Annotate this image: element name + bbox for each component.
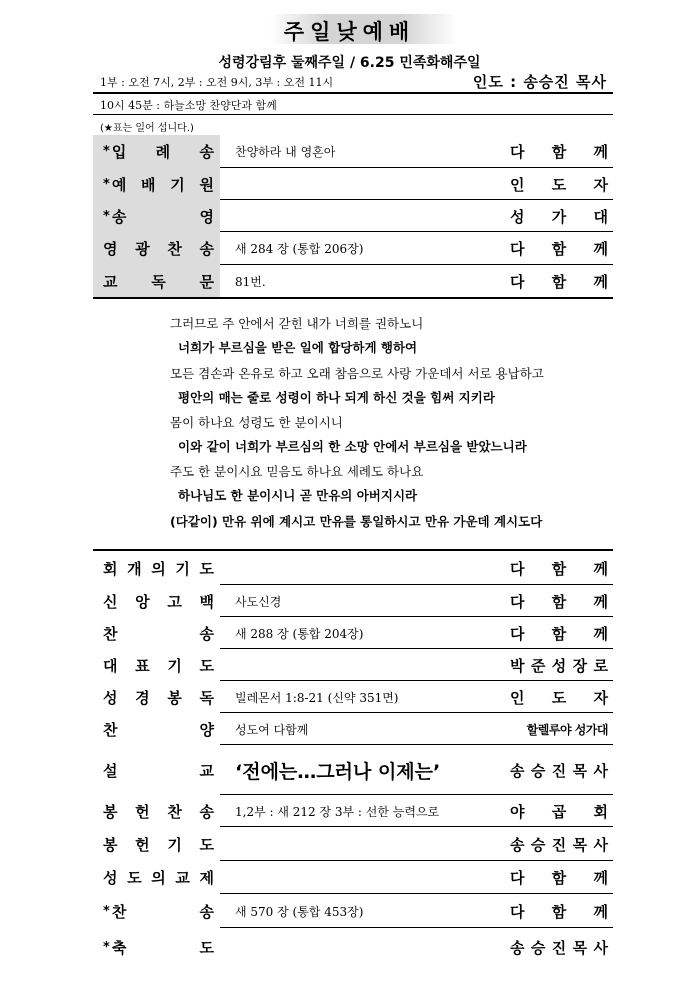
worship-row xyxy=(93,265,613,297)
reading-line: (다같이) 만유 위에 계시고 만유를 통일하시고 만유 가운데 계시도다 xyxy=(170,514,543,529)
label-text: 봉 헌 기 도 xyxy=(103,835,214,854)
worship-row xyxy=(93,861,613,894)
worship-row xyxy=(93,168,613,200)
worship-item-content: 사도신경 xyxy=(235,594,282,609)
worship-row xyxy=(93,551,613,585)
worship-item-label xyxy=(93,861,220,894)
label-text: 찬 양 xyxy=(103,720,214,739)
worship-item-person: 인 도 자 xyxy=(510,175,608,194)
worship-item-content: ‘전에는…그러나 이제는’ xyxy=(235,760,441,783)
worship-item-person: 송 승 진 목 사 xyxy=(510,835,608,854)
reading-line: 그러므로 주 안에서 갇힌 내가 너희를 권하노니 xyxy=(170,316,424,331)
label-text: 찬 송 xyxy=(111,902,214,921)
worship-item-label xyxy=(93,795,220,827)
worship-item-content: 81번. xyxy=(235,274,266,289)
worship-row xyxy=(93,894,613,928)
worship-item-person: 박 준 성 장 로 xyxy=(510,656,608,675)
worship-item-label xyxy=(93,617,220,649)
label-text: 예 배 기 원 xyxy=(111,175,214,194)
worship-item-label xyxy=(93,745,220,795)
worship-row xyxy=(93,745,613,795)
worship-row xyxy=(93,713,613,745)
worship-item-person: 다 함 께 xyxy=(510,143,608,161)
stand-star-icon: * xyxy=(103,903,110,919)
worship-item-person: 할렐루야 성가대 xyxy=(526,722,608,737)
label-text: 찬 송 xyxy=(103,624,214,643)
worship-row xyxy=(93,617,613,649)
worship-item-content: 찬양하라 내 영혼아 xyxy=(235,145,336,159)
worship-row xyxy=(93,827,613,861)
label-text: 송 영 xyxy=(111,207,214,226)
service-times: 1부 : 오전 7시, 2부 : 오전 9시, 3부 : 오전 11시 xyxy=(100,76,334,89)
worship-item-person: 송 승 진 목 사 xyxy=(510,761,608,780)
worship-item-person: 다 함 께 xyxy=(510,559,608,578)
reading-line: 하나님도 한 분이시니 곧 만유의 아버지시라 xyxy=(178,488,418,503)
top-order-bottom-border xyxy=(93,297,613,299)
worship-item-person: 다 함 께 xyxy=(510,592,608,611)
worship-item-person: 인 도 자 xyxy=(510,688,608,707)
stand-star-icon: * xyxy=(103,176,110,192)
page-subtitle: 성령강림후 둘째주일 / 6.25 민족화해주일 xyxy=(218,55,481,71)
reading-line: 이와 같이 너희가 부르심의 한 소망 안에서 부르심을 받았느니라 xyxy=(178,439,527,454)
worship-leader: 인도 : 송승진 목사 xyxy=(472,73,607,91)
reading-line: 몸이 하나요 성령도 한 분이시니 xyxy=(170,415,343,430)
worship-item-person: 다 함 께 xyxy=(510,624,608,643)
worship-item-person: 다 함 께 xyxy=(510,869,608,887)
reading-line: 모든 겸손과 온유로 하고 오래 참음으로 사랑 가운데서 서로 용납하고 xyxy=(170,366,544,381)
worship-item-content: 성도여 다함께 xyxy=(235,722,309,737)
worship-item-content: 새 288 장 (통합 204장) xyxy=(235,626,364,641)
worship-row xyxy=(93,585,613,617)
label-text: 신 앙 고 백 xyxy=(103,592,214,611)
worship-item-label xyxy=(93,168,220,200)
label-text: 설 교 xyxy=(103,761,214,780)
label-text: 축 도 xyxy=(111,938,214,957)
worship-item-label xyxy=(93,928,220,966)
worship-item-label xyxy=(93,265,220,297)
worship-item-label xyxy=(93,681,220,713)
stand-note: (★표는 일어 섭니다.) xyxy=(100,123,194,134)
label-text: 성 경 봉 독 xyxy=(103,688,214,707)
worship-row xyxy=(93,681,613,713)
worship-item-person: 송 승 진 목 사 xyxy=(510,938,608,957)
worship-item-label xyxy=(93,135,220,168)
worship-row xyxy=(93,135,613,168)
worship-row xyxy=(93,200,613,232)
label-text: 영 광 찬 송 xyxy=(103,240,214,258)
label-text: 봉 헌 찬 송 xyxy=(103,802,214,821)
label-text: 성 도 의 교 제 xyxy=(103,869,214,887)
header-divider xyxy=(93,92,613,94)
page-title: 주일낮예배 xyxy=(283,20,416,44)
worship-item-label xyxy=(93,827,220,861)
worship-item-label xyxy=(93,649,220,681)
worship-item-content: 1,2부 : 새 212 장 3부 : 선한 능력으로 xyxy=(235,804,440,819)
worship-item-label xyxy=(93,200,220,232)
worship-item-label xyxy=(93,232,220,265)
worship-item-content: 새 284 장 (통합 206장) xyxy=(235,242,364,256)
stand-star-icon: * xyxy=(103,144,110,159)
worship-item-person: 야 곱 회 xyxy=(510,802,608,821)
worship-row xyxy=(93,928,613,966)
reading-line: 너희가 부르심을 받은 일에 합당하게 행하여 xyxy=(178,340,418,355)
worship-item-label xyxy=(93,713,220,745)
worship-item-label xyxy=(93,894,220,928)
worship-item-person: 다 함 께 xyxy=(510,240,608,258)
worship-item-person: 다 함 께 xyxy=(510,902,608,921)
label-text: 교 독 문 xyxy=(103,272,214,291)
stand-star-icon: * xyxy=(103,208,110,224)
worship-row xyxy=(93,649,613,681)
choir-note: 10시 45분 : 하늘소망 찬양단과 함께 xyxy=(100,99,277,112)
label-text: 회 개 의 기 도 xyxy=(103,559,214,578)
label-text: 입 례 송 xyxy=(111,143,214,161)
worship-item-person: 성 가 대 xyxy=(510,207,608,226)
reading-line: 평안의 매는 줄로 성령이 하나 되게 하신 것을 힘써 지키라 xyxy=(178,390,495,405)
worship-item-content: 새 570 장 (통합 453장) xyxy=(235,904,364,919)
worship-item-content: 빌레몬서 1:8-21 (신약 351면) xyxy=(235,690,399,705)
stand-star-icon: * xyxy=(103,939,110,955)
note-divider xyxy=(93,114,613,115)
worship-item-label xyxy=(93,551,220,585)
reading-line: 주도 한 분이시요 믿음도 하나요 세례도 하나요 xyxy=(170,464,424,479)
worship-item-person: 다 함 께 xyxy=(510,272,608,291)
label-text: 대 표 기 도 xyxy=(103,656,214,675)
worship-row xyxy=(93,232,613,265)
worship-item-label xyxy=(93,585,220,617)
worship-row xyxy=(93,795,613,827)
